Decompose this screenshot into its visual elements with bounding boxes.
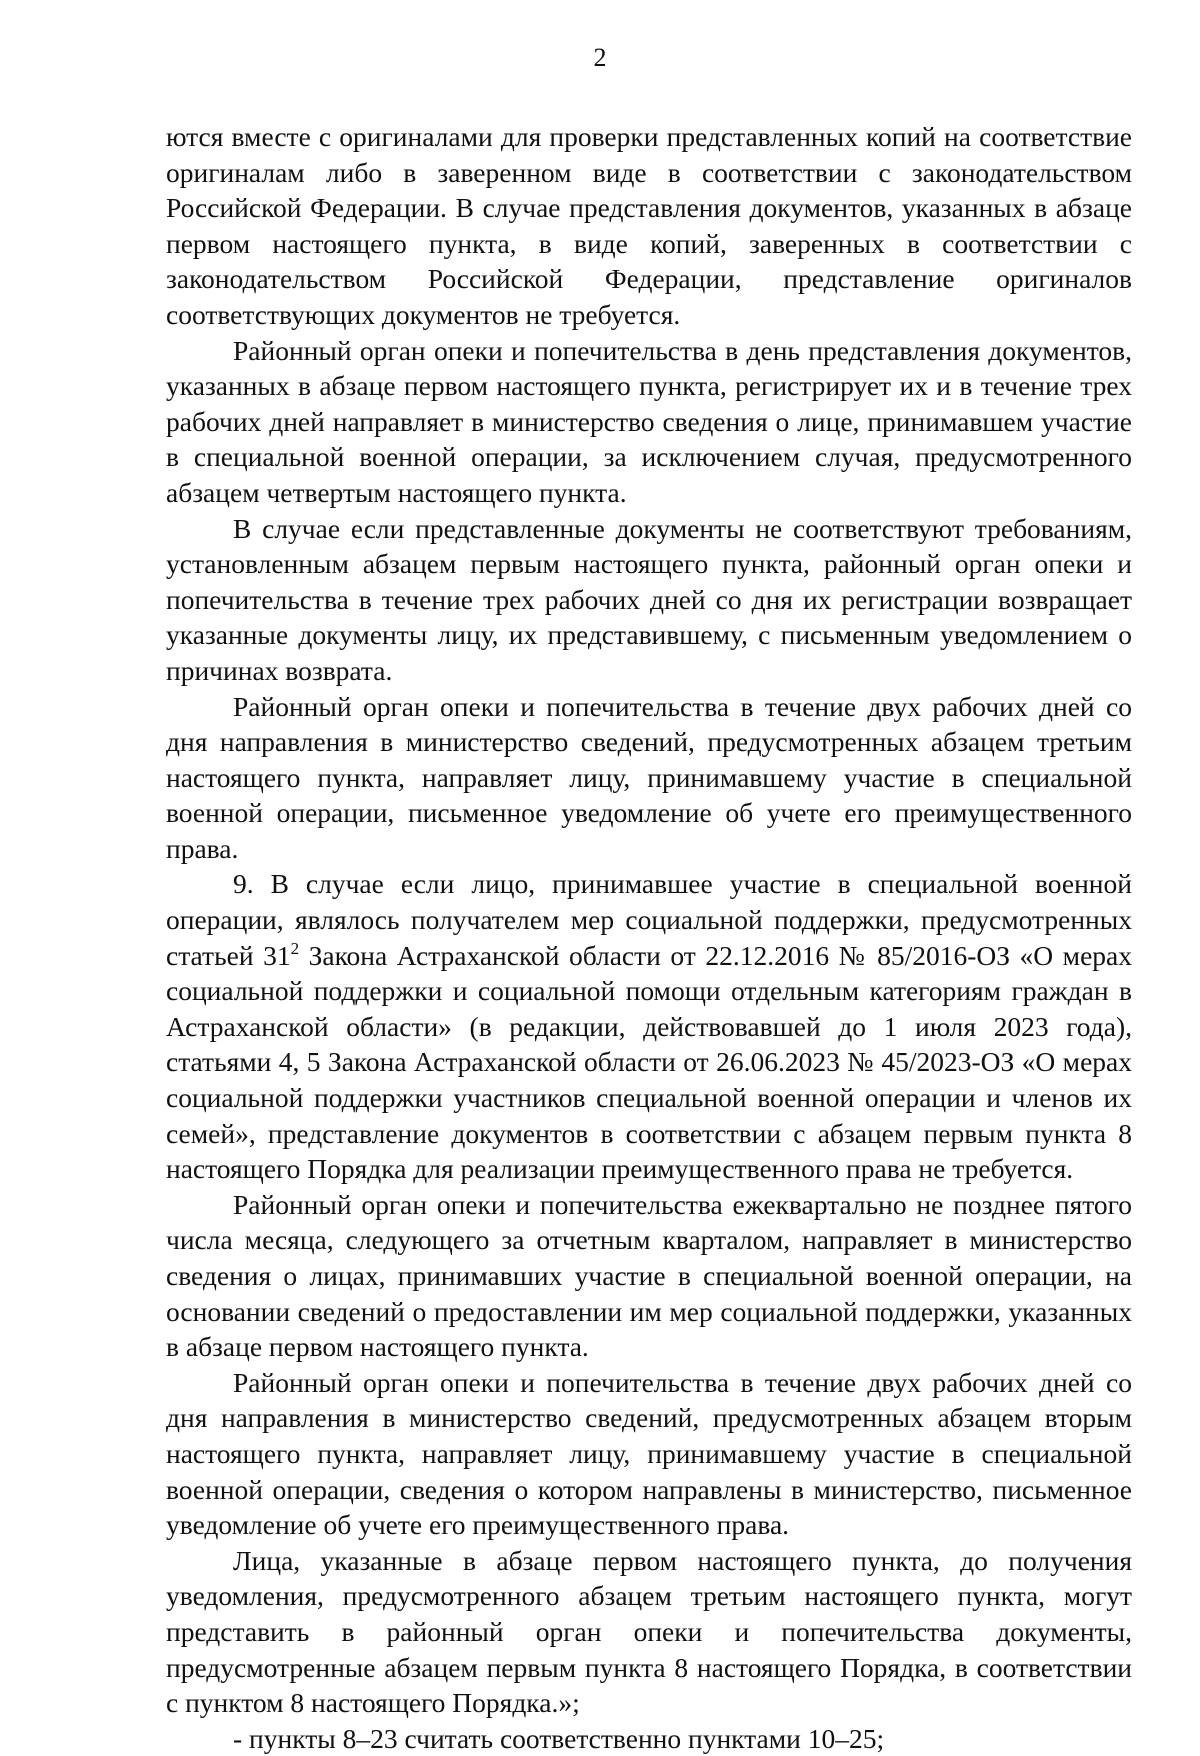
paragraph-item-9 [166,866,1132,1186]
paragraph-quarterly-report: Районный орган опеки и попечительства ежеквартально не позднее пятого числа месяца, следующего за отчетным кварталом, направляет в министерство сведения о лицах, принимавших участие в специальной военной операции, на основании сведений о предоставлении им мер социальной поддержки, указанных в абзаце первом настоящего пункта. [166,1188,1132,1363]
paragraph-notification: Районный орган опеки и попечительства в течение двух рабочих дней со дня направления в министерство сведений, предусмотренных абзацем третьим настоящего пункта, направляет лицу, принимавшему участие в специальной военной операции, письменное уведомление об учете его преимущественного права. [166,690,1132,864]
paragraph-notification-2: Районный орган опеки и попечительства в течение двух рабочих дней со дня направления в министерство сведений, предусмотренных абзацем вторым настоящего пункта, направляет лицу, принимавшему участие в специальной военной операции, сведения о котором направлены в министерство, письменное уведомление об учете его преимущественного права. [166,1366,1132,1541]
paragraph-registration: Районный орган опеки и попечительства в день представления документов, указанных в абзаце первом настоящего пункта, регистрирует их и в течение трех рабочих дней направляет в министерство сведения о лице, принимавшем участие в специальной военной операции, за исключением случая, предусмотренного абзацем четвертым настоящего пункта. [166,334,1132,508]
item-9-text-start: 9. В случае если лицо, принимавшее участие в специальной военной операции, являлось получателем мер социальной поддержки, предусмотренных статьей 31 [166,868,1132,971]
paragraph-persons: Лица, указанные в абзаце первом настоящего пункта, до получения уведомления, предусмотренного абзацем третьим настоящего пункта, могут представить в районный орган опеки и попечительства документы, предусмотренные абзацем первым пункта 8 настоящего Порядка, в соответствии с пунктом 8 настоящего Порядка.»; [166,1544,1132,1719]
page-number: 2 [593,43,607,72]
paragraph-continuation: ются вместе с оригиналами для проверки представленных копий на соответствие оригиналам либо в заверенном виде в соответствии с законодательством Российской Федерации. В случае представления документов, указанных в абзаце первом настоящего пункта, в виде копий, заверенных в соответствии с законодательством Российской Федерации, представление оригиналов соответствующих документов не требуется. [166,121,1132,330]
item-9-text-end: Закона Астраханской области от 22.12.2016 № 85/2016-ОЗ «О мерах социальной поддержки и социальной помощи отдельным категориям граждан в Астраханской области» (в редакции, действовавшей до 1 июля 2023 года), статьями 4, 5 Закона Астраханской области от 26.06.2023 № 45/2023-ОЗ «О мерах социальной поддержки участников специальной военной операции и членов их семей», представление документов в соответствии с абзацем первым пункта 8 настоящего Порядка для реализации преимущественного права не требуется. [166,939,1132,1185]
document-body [166,119,1132,1756]
superscript: 2 [290,938,300,958]
paragraph-return-documents: В случае если представленные документы не соответствуют требованиям, установленным абзацем первым настоящего пункта, районный орган опеки и попечительства в течение трех рабочих дней со дня их регистрации возвращает указанные документы лицу, их представившему, с письменным уведомлением о причинах возврата. [166,512,1132,686]
paragraph-renumbering: - пункты 8–23 считать соответственно пунктами 10–25; [233,1722,885,1754]
